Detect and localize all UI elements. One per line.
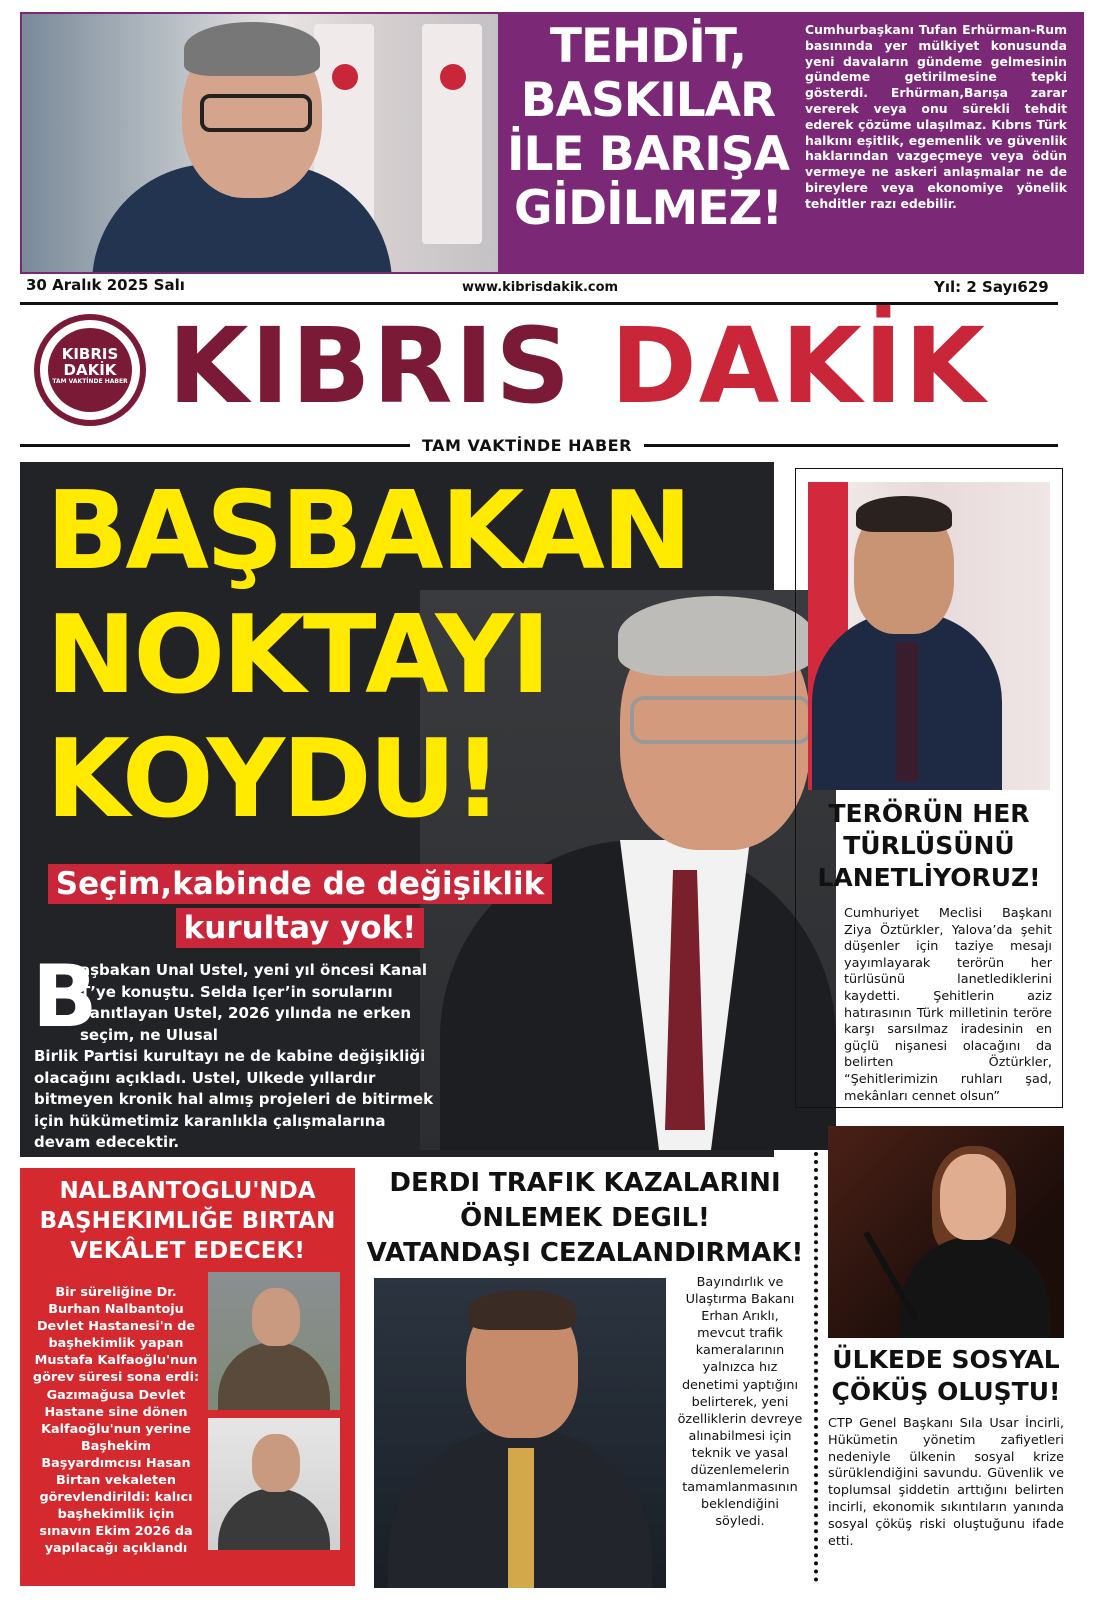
person-hair	[468, 1290, 576, 1330]
person-head	[940, 1154, 1006, 1240]
person-hair	[856, 496, 952, 532]
person-body	[900, 1236, 1050, 1338]
person-tie	[508, 1448, 534, 1588]
person-tie	[896, 642, 918, 782]
subheadline-line: kurultay yok!	[176, 908, 425, 948]
masthead-title[interactable]	[168, 306, 987, 426]
bottom-left-story-text: Bir süreliğine Dr. Burhan Nalbantoju Devlet Hastanesi'n de başhekimlik yapan Mustafa Kalfaoğlu'nun görev süresi sona erdi: Gazımağusa Devlet Hastane sine dönen Kalfaoğlu'nun yerine Başhekim Başyardımcısı Hasan Birtan vekaleten görevlendirildi: kalıcı başhekimlik için sınavın Ekim 2026 da yapılacağı açıklandı	[32, 1285, 200, 1557]
newspaper-logo-icon[interactable]	[34, 314, 146, 426]
headline-line: BASKILAR	[520, 73, 776, 128]
masthead-part: DAKİK	[610, 305, 988, 427]
dotted-divider	[814, 1152, 818, 1582]
headline-line: BAŞHEKIMLIĞE BIRTAN	[39, 1208, 336, 1234]
right-story-headline[interactable]	[805, 798, 1053, 894]
bottom-right-story-text: CTP Genel Başkanı Sıla Usar İncirli, Hükümetin yönetim zafiyetleri nedeniyle ülkenin sosyal krize sürüklendiğini savundu. Güvenlik ve toplumsal şiddetin arttığını belirten incirli, ekonomik sıkıntıların yanında sosyal çöküş riski oluştuğunu ifade etti.	[828, 1416, 1064, 1549]
bottom-right-photo	[828, 1126, 1064, 1338]
bottom-left-photo-1	[208, 1272, 340, 1410]
main-story-text: aşbakan Unal Ustel, yeni yıl öncesi Kanal T’ye konuştu. Selda Içer’in sorularını yanıtlayan Ustel, 2026 yılında ne erken seçim, ne Ulusal	[80, 961, 428, 1044]
masthead-tagline: TAM VAKTİNDE HABER	[410, 436, 644, 455]
person-body	[218, 1488, 330, 1550]
logo-text: DAKİK	[63, 361, 117, 379]
person-head	[252, 1288, 300, 1346]
headline-line: NOKTAYI	[46, 593, 548, 718]
headline-line: ÖNLEMEK DEGIL!	[460, 1203, 710, 1233]
headline-line: ÜLKEDE SOSYAL	[832, 1345, 1060, 1374]
flag-shape	[422, 24, 482, 244]
drop-cap: B	[32, 947, 98, 1047]
top-story-headline[interactable]	[498, 20, 798, 236]
headline-line: TÜRLÜSÜNÜ	[843, 831, 1015, 860]
person-hair	[618, 596, 814, 676]
bottom-middle-story-text: Bayındırlık ve Ulaştırma Bakanı Erhan Arıklı, mevcut trafik kameralarının yalnızca hız denetimi yaptığını belirterek, yeni özelliklerin devreye alınabilmesi için teknik ve yasal düzenlemelerin tamamlanmasının beklendiğini söyledi.	[677, 1275, 803, 1530]
bottom-left-photo-2	[208, 1418, 340, 1550]
logo-small-text: TAM VAKTİNDE HABER	[52, 378, 128, 385]
headline-line: VATANDAŞI CEZALANDIRMAK!	[366, 1238, 804, 1268]
main-story-text-continued: Birlik Partisi kurultayı ne de kabine değişikliği olacağını açıkladı. Ustel, Ulkede yıllardır bitmeyen kronik hal almış projeleri de bitirmek için hükümetimiz karanlıkla çalışmalarına devam edecektir.	[34, 1047, 434, 1151]
bottom-middle-headline[interactable]	[362, 1166, 808, 1271]
bottom-left-headline[interactable]	[22, 1176, 353, 1266]
glasses	[200, 94, 312, 132]
right-story-photo	[808, 482, 1050, 790]
person-hair	[184, 22, 320, 76]
glasses	[630, 696, 812, 744]
top-story-text: Cumhurbaşkanı Tufan Erhürman-Rum basınında yer mülkiyet konusunda yeni davaların gündeme gelmesinin gündeme getirilmesine tepki gösterdi. Erhürman,Barışa zarar vererek veya onu sürekli tehdit ederek çözüme ulaşılmaz. Kıbrıs Türk halkını eşitlik, egemenlik ve güvenlik haklarından vazgeçmeye veya ödün vermeye ne askeri anlaşmalar ne de bireylere veya ekonomiye yönelik tehditler razı edebilir.	[805, 22, 1067, 211]
website-link[interactable]: www.kibrisdakik.com	[462, 280, 619, 295]
headline-line: TERÖRÜN HER	[828, 799, 1030, 828]
issue-date: 30 Aralık 2025 Salı	[26, 276, 185, 294]
headline-line: ÇÖKÜŞ OLUŞTU!	[831, 1377, 1061, 1406]
top-story-photo	[22, 14, 498, 272]
headline-line: TEHDİT,	[549, 19, 747, 74]
right-story-text: Cumhuriyet Meclisi Başkanı Ziya Öztürkler, Yalova’da şehit düşenler için taziye mesajı yayımlayarak terörün her türlüsünü lanetlediklerini kaydetti. Şehitlerin aziz hatırasının Türk milletinin teröre karşı sarsılmaz iradesinin en güçlü nişanesi olacağını da belirten Öztürkler, “Şehitlerimizin ruhları şad, mekânları cennet olsun”	[844, 906, 1052, 1104]
person-body	[218, 1342, 330, 1410]
main-headline[interactable]	[46, 469, 690, 842]
headline-line: KOYDU!	[46, 717, 500, 842]
headline-line: LANETLİYORUZ!	[817, 863, 1041, 892]
bottom-middle-photo	[374, 1278, 666, 1588]
person-head	[252, 1434, 300, 1492]
masthead-part: KIBRIS	[168, 305, 611, 427]
headline-line: VEKÂLET EDECEK!	[70, 1238, 305, 1264]
subheadline-line: Seçim,kabinde de değişiklik	[48, 864, 552, 904]
headline-line: NALBANTOGLU'NDA	[59, 1178, 316, 1204]
headline-line: DERDI TRAFIK KAZALARINI	[389, 1168, 781, 1198]
main-subheadline	[40, 862, 560, 950]
issue-number: Yıl: 2 Sayı629	[934, 278, 1049, 296]
headline-line: BAŞBAKAN	[46, 469, 690, 594]
headline-line: GİDİLMEZ!	[514, 181, 782, 236]
headline-line: İLE BARIŞA	[506, 127, 789, 182]
bottom-right-headline[interactable]	[828, 1344, 1064, 1408]
logo-text: KIBRIS	[61, 345, 119, 363]
